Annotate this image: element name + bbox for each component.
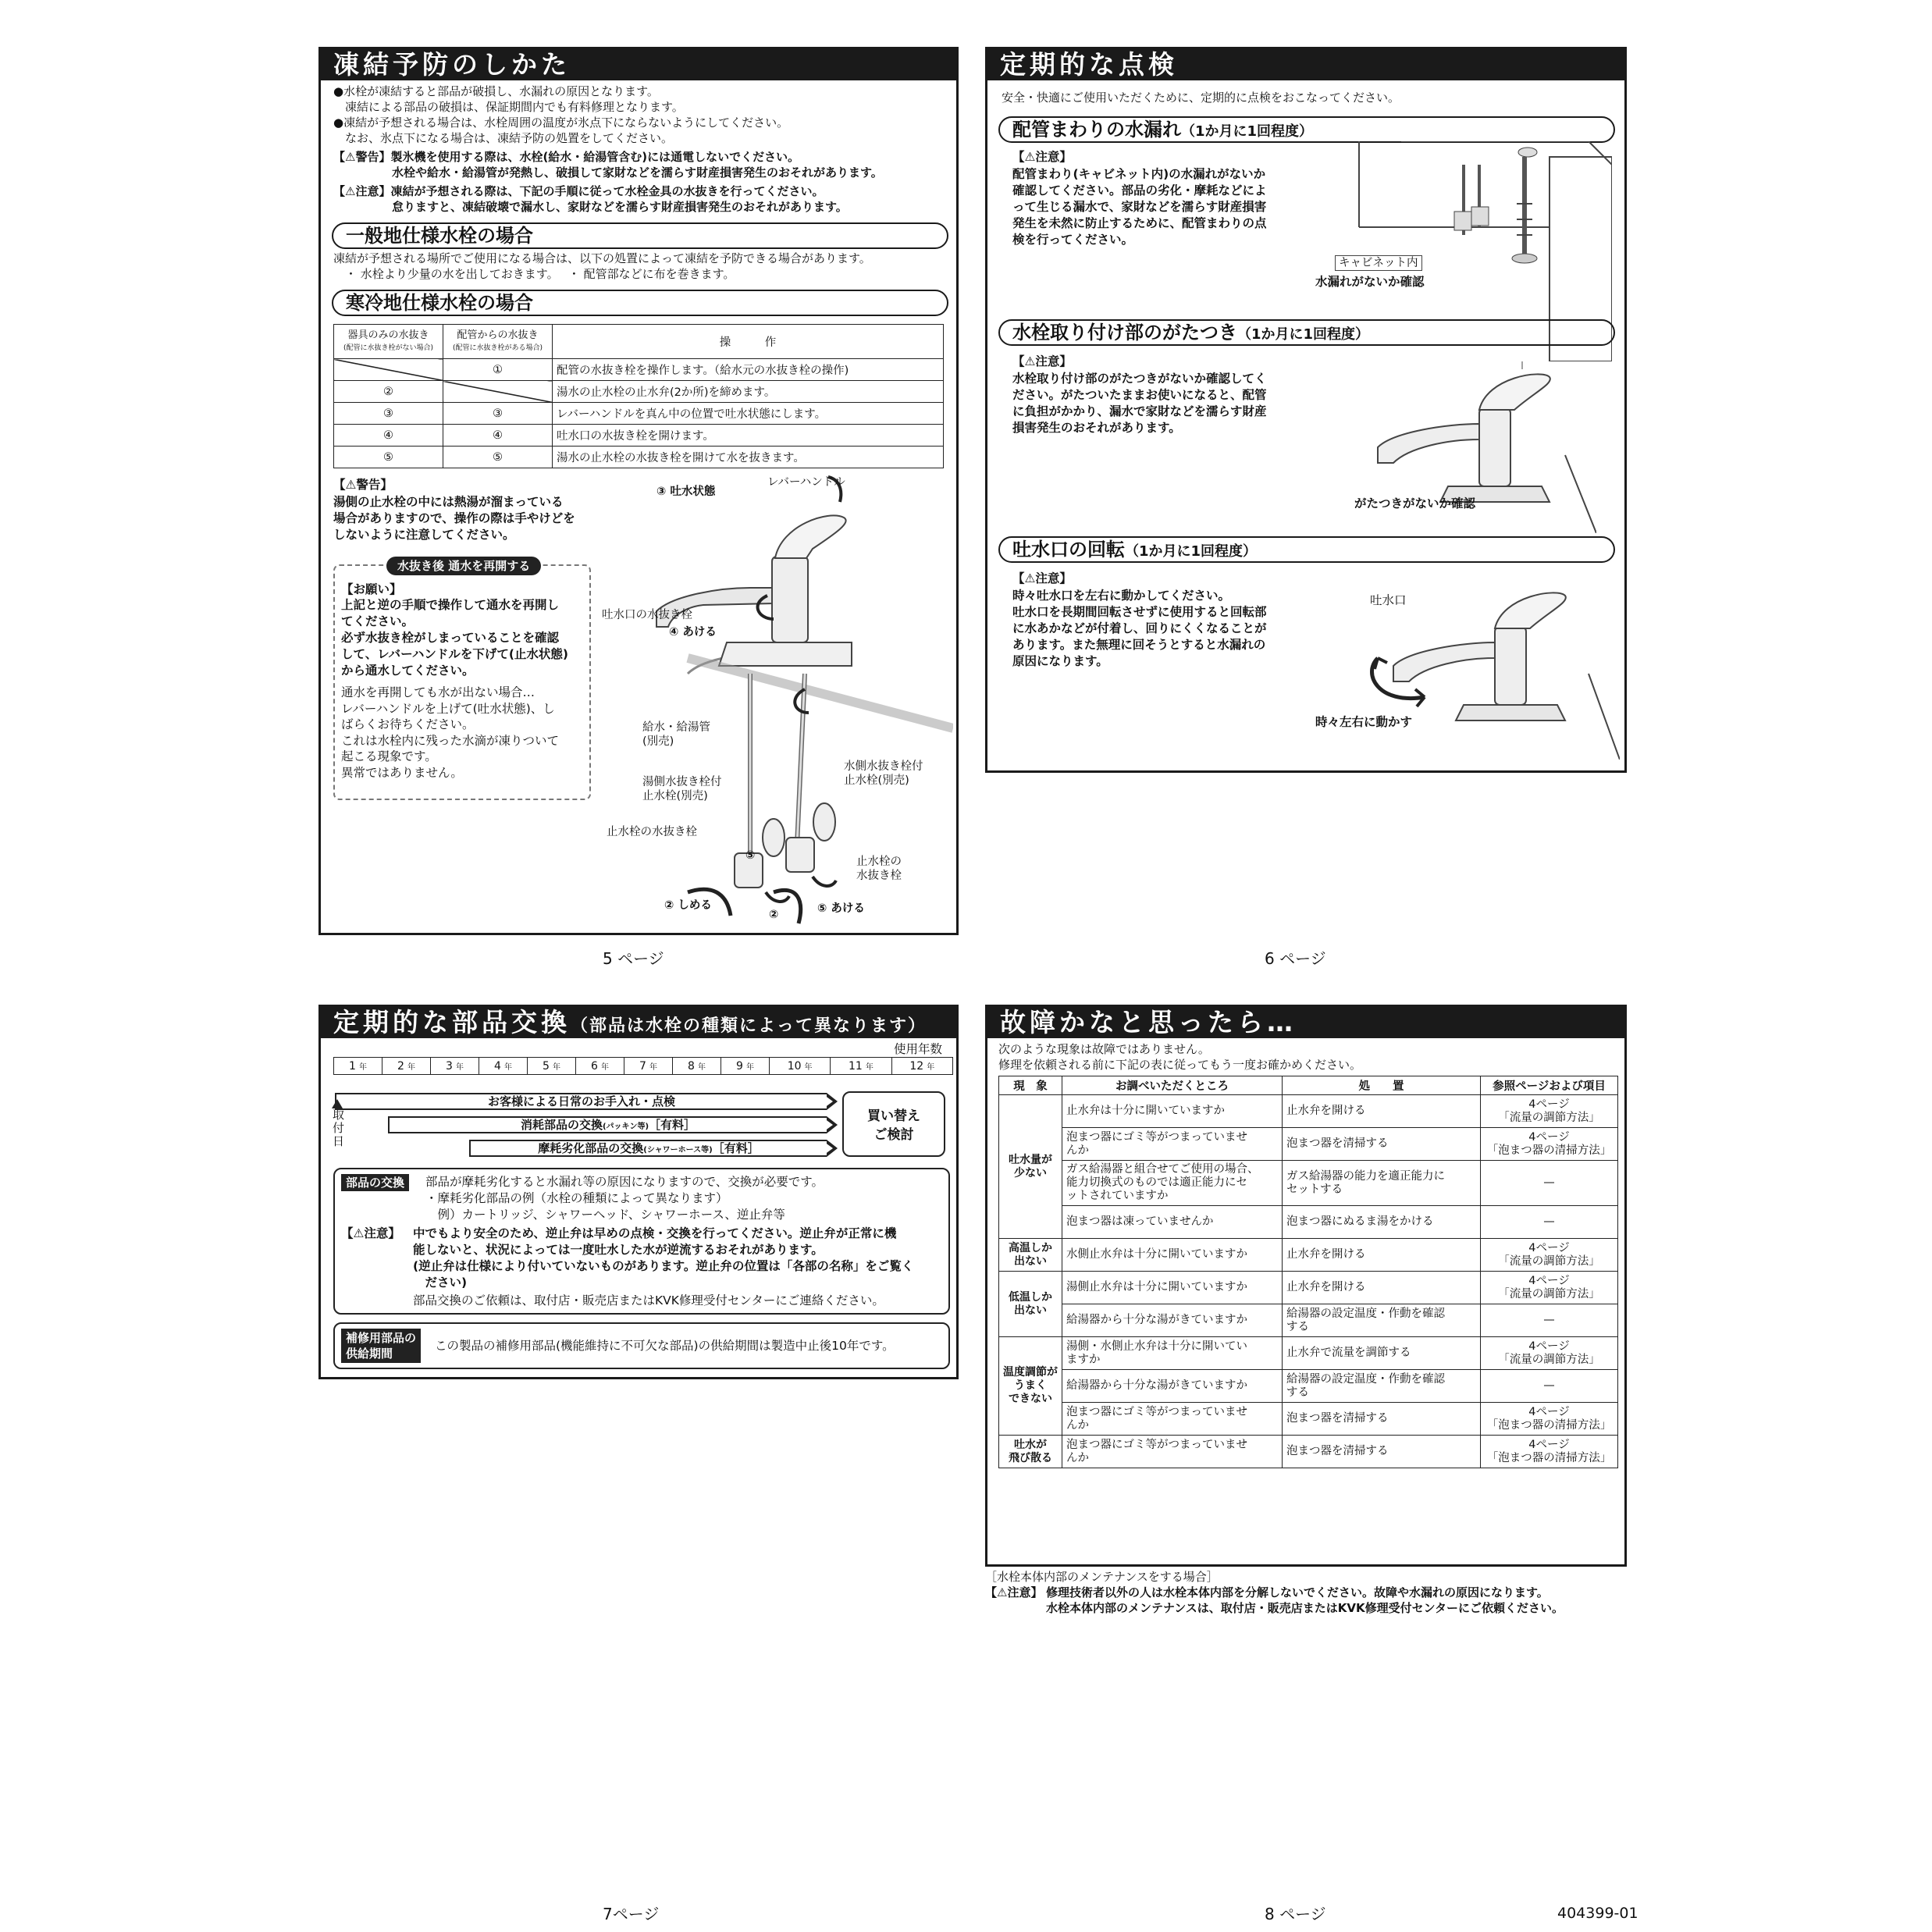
year-cell bbox=[334, 1058, 382, 1075]
table-row bbox=[999, 1304, 1618, 1337]
year-cell bbox=[528, 1058, 576, 1075]
p5-note-text: 通水を再開しても水が出ない場合… レバーハンドルを上げて(吐水状態)、し ばらくお待ちください。 これは水栓内に残った水滴が凍りついて 起こる現象です。 異常ではありません。 bbox=[341, 685, 560, 780]
symptom-cell: 温度調節が うまく できない bbox=[999, 1337, 1062, 1436]
p6-s2-text: 水栓取り付け部のがたつきがないか確認してく ださい。がたついたままお使いになると、配管 に負担がかかり、漏水で家財などを濡らす財産 損害発生のおそれがあります。 bbox=[1012, 372, 1267, 435]
p5-request-head: 【お願い】 bbox=[341, 582, 402, 596]
check-cell: 泡まつ器にゴミ等がつまっていませ んか bbox=[1062, 1128, 1283, 1161]
p7-supply-text: この製品の補修用部品(機能維持に不可欠な部品)の供給期間は製造中止後10年です。 bbox=[435, 1339, 895, 1353]
p7-parts-tag: 部品の交換 bbox=[341, 1174, 409, 1191]
p6-s3-caption: 時々左右に動かす bbox=[1315, 715, 1413, 729]
year-number: 9 bbox=[736, 1059, 743, 1073]
action-cell: 止水弁で流量を調節する bbox=[1283, 1337, 1481, 1370]
p7-buy-box: 買い替え ご検討 bbox=[842, 1091, 945, 1157]
p6-s2-freq: （1か月に1回程度） bbox=[1237, 326, 1370, 343]
year-cell bbox=[770, 1058, 831, 1075]
year-unit: 年 bbox=[358, 1062, 367, 1072]
symptom-cell: 吐水が 飛び散る bbox=[999, 1436, 1062, 1468]
p5-warning-freezer: 【⚠警告】製氷機を使用する際は、水栓(給水・給湯管含む)には通電しないでください。 水栓や給水・給湯管が発熱し、破損して家財などを濡らす財産損害発生のおそれがあります。 bbox=[333, 150, 883, 180]
p5-reopen-pill: 水抜き後 通水を再開する bbox=[386, 557, 541, 575]
p5-th1: 器具のみの水抜き bbox=[347, 329, 429, 341]
table-row bbox=[999, 1095, 1618, 1128]
p8-th-symptom: 現 象 bbox=[999, 1076, 1062, 1095]
page6-title: 定期的な点検 bbox=[987, 49, 1624, 80]
check-cell: 止水弁は十分に開いていますか bbox=[1062, 1095, 1283, 1128]
page6-panel bbox=[985, 47, 1627, 773]
page-number-7: 7ページ bbox=[603, 1905, 660, 1923]
table-row: ② 湯水の止水栓の止水弁(2か所)を締めます。 bbox=[334, 381, 944, 403]
p7-years-label: 使用年数 bbox=[894, 1042, 943, 1056]
label-lever-handle: レバーハンドル bbox=[767, 476, 845, 489]
page-number-5: 5 ページ bbox=[603, 949, 664, 968]
page7-panel bbox=[318, 1005, 959, 1379]
year-cell bbox=[431, 1058, 479, 1075]
reference-cell: — bbox=[1481, 1161, 1618, 1206]
table-row bbox=[999, 1370, 1618, 1403]
p6-s1-text: 配管まわり(キャビネット内)の水漏れがないか 確認してください。部品の劣化・摩耗などによ って生じる漏水で、家財などを濡らす財産損害 発生を未然に防止するために、配管まわりの点 検を行ってください。 bbox=[1012, 167, 1267, 247]
label-stopcock-drain: 止水栓の水抜き栓 bbox=[607, 826, 697, 838]
action-cell: 泡まつ器を清掃する bbox=[1283, 1403, 1481, 1436]
reference-cell: — bbox=[1481, 1304, 1618, 1337]
page8-panel bbox=[985, 1005, 1627, 1567]
p6-s2-title: 水栓取り付け部のがたつき bbox=[1012, 322, 1237, 343]
year-number: 12 bbox=[909, 1059, 924, 1073]
year-number: 1 bbox=[349, 1059, 356, 1073]
table-row bbox=[999, 1403, 1618, 1436]
year-unit: 年 bbox=[407, 1062, 415, 1072]
year-unit: 年 bbox=[865, 1062, 873, 1072]
p7-bar2-sub: (パッキン等) bbox=[602, 1123, 649, 1131]
year-cell bbox=[831, 1058, 891, 1075]
year-number: 2 bbox=[397, 1059, 404, 1073]
reference-cell: 4ページ 「流量の調節方法」 bbox=[1481, 1337, 1618, 1370]
table-row bbox=[999, 1337, 1618, 1370]
p8-intro: 次のような現象は故障ではありません。 修理を依頼される前に下記の表に従ってもう一度お確かめください。 bbox=[998, 1042, 1362, 1072]
p7-title-sub: （部品は水栓の種類によって異なります） bbox=[571, 1016, 927, 1036]
label-spout-drain: 吐水口の水抜き栓 bbox=[602, 609, 692, 621]
symptom-cell: 吐水量が 少ない bbox=[999, 1095, 1062, 1239]
reference-cell: 4ページ 「泡まつ器の清掃方法」 bbox=[1481, 1436, 1618, 1468]
reference-cell: 4ページ 「流量の調節方法」 bbox=[1481, 1239, 1618, 1272]
p7-years-table bbox=[333, 1057, 953, 1075]
action-cell: 止水弁を開ける bbox=[1283, 1095, 1481, 1128]
p5-intro: ●水栓が凍結すると部品が破損し、水漏れの原因となります。 凍結による部品の破損は、保証期間内でも有料修理となります。 ●凍結が予想される場合は、水栓周囲の温度が氷点下にならないようにしてください。 なお、氷点下になる場合は、凍結予防の処置をしてください。 bbox=[333, 84, 789, 145]
p6-s2-caption: がたつきがないか確認 bbox=[1354, 496, 1476, 511]
reference-cell: 4ページ 「流量の調節方法」 bbox=[1481, 1272, 1618, 1304]
check-cell: ガス給湯器と組合せてご使用の場合、 能力切換式のものでは適正能力にセ ットされていますか bbox=[1062, 1161, 1283, 1206]
year-cell bbox=[673, 1058, 721, 1075]
check-cell: 湯側・水側止水弁は十分に開いてい ますか bbox=[1062, 1337, 1283, 1370]
year-cell bbox=[891, 1058, 952, 1075]
year-number: 4 bbox=[494, 1059, 501, 1073]
year-unit: 年 bbox=[649, 1062, 657, 1072]
p7-contact-text: 部品交換のご依頼は、取付店・販売店またはKVK修理受付センターにご連絡ください。 bbox=[413, 1293, 884, 1308]
p7-parts-text: 部品が摩耗劣化すると水漏れ等の原因になりますので、交換が必要です。 ・摩耗劣化部品の例（水栓の種類によって異なります） 例）カートリッジ、シャワーヘッド、シャワーホース、逆止弁等 bbox=[425, 1175, 824, 1222]
table-row: ④ ④ 吐水口の水抜き栓を開けます。 bbox=[334, 425, 944, 447]
table-row bbox=[999, 1128, 1618, 1161]
check-cell: 泡まつ器は凍っていませんか bbox=[1062, 1206, 1283, 1239]
symptom-cell: 低温しか 出ない bbox=[999, 1272, 1062, 1337]
action-cell: 給湯器の設定温度・作動を確認 する bbox=[1283, 1304, 1481, 1337]
p7-bar-daily bbox=[335, 1093, 827, 1110]
check-cell: 給湯器から十分な湯がきていますか bbox=[1062, 1370, 1283, 1403]
p7-bar3-label: 摩耗劣化部品の交換 bbox=[538, 1141, 644, 1155]
p6-s3-text: 時々吐水口を左右に動かしてください。 吐水口を長期間回転させずに使用すると回転部 に水あかなどが付着し、回りにくくなることが あります。また無理に回そうとすると水漏れの 原因になります。 bbox=[1012, 589, 1267, 668]
p6-s1-head: 【⚠注意】 bbox=[1012, 150, 1072, 164]
p5-request-text: 上記と逆の手順で操作して通水を再開し てください。 必ず水抜き栓がしまっていることを確認 して、レバーハンドルを下げて(止水状態) から通水してください。 bbox=[341, 598, 568, 678]
year-number: 6 bbox=[591, 1059, 598, 1073]
p5-warning2-text: 湯側の止水栓の中には熱湯が溜まっている 場合がありますので、操作の際は手やけどを しないように注意してください。 bbox=[333, 495, 575, 542]
p6-section-wobble bbox=[998, 319, 1615, 346]
year-number: 8 bbox=[688, 1059, 695, 1073]
p6-s1-caption: 水漏れがないか確認 bbox=[1315, 275, 1425, 289]
symptom-cell: 高温しか 出ない bbox=[999, 1239, 1062, 1272]
label-cold-stopcock: 水側水抜き栓付 止水栓(別売) bbox=[844, 760, 923, 787]
label-step2: ② bbox=[769, 909, 779, 921]
label-step5: ⑤ bbox=[745, 849, 756, 862]
label-stopcock-drain-2: 止水栓の 水抜き栓 bbox=[856, 856, 902, 882]
p6-intro: 安全・快適にご使用いただくために、定期的に点検をおこなってください。 bbox=[1002, 91, 1400, 105]
p7-bar-wear bbox=[469, 1140, 827, 1157]
p5-th2: 配管からの水抜き bbox=[457, 329, 539, 341]
p6-s1-freq: （1か月に1回程度） bbox=[1181, 123, 1314, 140]
p7-caution-text: 中でもより安全のため、逆止弁は早めの点検・交換を行ってください。逆止弁が正常に機 能しないと、状況によっては一度吐水した水が逆流するおそれがあります。 (逆止弁は仕様により付いていないものがあります。逆止弁の位置は「各部の名称」をご覧く ださい) bbox=[413, 1226, 914, 1290]
p5-th3: 操 作 bbox=[553, 325, 944, 359]
label-open-5: ⑤ あける bbox=[817, 902, 865, 915]
table-row bbox=[999, 1272, 1618, 1304]
label-close-2: ② しめる bbox=[664, 899, 712, 912]
p7-bar1-label: お客様による日常のお手入れ・点検 bbox=[487, 1094, 675, 1108]
p6-s3-freq: （1か月に1回程度） bbox=[1125, 543, 1258, 560]
check-cell: 泡まつ器にゴミ等がつまっていませ んか bbox=[1062, 1403, 1283, 1436]
year-cell bbox=[382, 1058, 431, 1075]
action-cell: 止水弁を開ける bbox=[1283, 1272, 1481, 1304]
action-cell: 泡まつ器を清掃する bbox=[1283, 1128, 1481, 1161]
check-cell: 湯側止水弁は十分に開いていますか bbox=[1062, 1272, 1283, 1304]
p6-section-leak bbox=[998, 116, 1615, 143]
table-row bbox=[999, 1161, 1618, 1206]
label-open-4: ④ あける bbox=[669, 626, 717, 639]
page5-panel bbox=[318, 47, 959, 935]
p6-s1-cabinet: キャビネット内 bbox=[1335, 255, 1422, 271]
year-unit: 年 bbox=[552, 1062, 560, 1072]
year-number: 10 bbox=[787, 1059, 802, 1073]
year-cell bbox=[721, 1058, 770, 1075]
p7-bar3-tag: ［有料］ bbox=[712, 1141, 760, 1155]
p5-caution-drain: 【⚠注意】凍結が予想される際は、下記の手順に従って水栓金具の水抜きを行ってください。 怠りますと、凍結破壊で漏水し、家財などを濡らす財産損害発生のおそれがあります。 bbox=[333, 184, 848, 214]
p5-section-cold: 寒冷地仕様水栓の場合 bbox=[332, 290, 948, 316]
p5-drain-table bbox=[333, 324, 944, 468]
check-cell: 給湯器から十分な湯がきていますか bbox=[1062, 1304, 1283, 1337]
year-number: 11 bbox=[849, 1059, 863, 1073]
check-cell: 泡まつ器にゴミ等がつまっていませ んか bbox=[1062, 1436, 1283, 1468]
p7-caution-head: 【⚠注意】 bbox=[341, 1226, 400, 1240]
p6-s3-label: 吐水口 bbox=[1370, 593, 1407, 607]
action-cell: 給湯器の設定温度・作動を確認 する bbox=[1283, 1370, 1481, 1403]
table-row bbox=[999, 1206, 1618, 1239]
year-number: 7 bbox=[639, 1059, 646, 1073]
p7-supply-tag: 補修用部品の 供給期間 bbox=[341, 1329, 421, 1363]
action-cell: 泡まつ器にぬるま湯をかける bbox=[1283, 1206, 1481, 1239]
p7-install-date: 取 付 日 bbox=[333, 1108, 345, 1148]
label-supply-pipe: 給水・給湯管 (別売) bbox=[642, 721, 710, 748]
p8-maint-title: ［水栓本体内部のメンテナンスをする場合］ bbox=[985, 1570, 1219, 1584]
page7-title bbox=[321, 1007, 956, 1038]
p5-section-standard-text: 凍結が予想される場所でご使用になる場合は、以下の処置によって凍結を予防できる場合があります。 ・ 水栓より少量の水を出しておきます。 ・ 配管部などに布を巻きます。 bbox=[333, 251, 871, 281]
document-code: 404399-01 bbox=[1557, 1905, 1638, 1922]
page5-title: 凍結予防のしかた bbox=[321, 49, 956, 80]
action-cell: ガス給湯器の能力を適正能力に セットする bbox=[1283, 1161, 1481, 1206]
page-number-6: 6 ページ bbox=[1265, 949, 1326, 968]
p8-th-reference: 参照ページおよび項目 bbox=[1481, 1076, 1618, 1095]
p6-s3-title: 吐水口の回転 bbox=[1012, 539, 1125, 560]
table-row: ⑤ ⑤ 湯水の止水栓の水抜き栓を開けて水を抜きます。 bbox=[334, 447, 944, 468]
year-unit: 年 bbox=[455, 1062, 464, 1072]
year-number: 3 bbox=[446, 1059, 453, 1073]
p5-th1-sub: (配管に水抜き栓がない場合) bbox=[343, 343, 434, 352]
action-cell: 止水弁を開ける bbox=[1283, 1239, 1481, 1272]
reference-cell: 4ページ 「流量の調節方法」 bbox=[1481, 1095, 1618, 1128]
year-cell bbox=[479, 1058, 528, 1075]
p8-th-check: お調べいただくところ bbox=[1062, 1076, 1283, 1095]
reference-cell: 4ページ 「泡まつ器の清掃方法」 bbox=[1481, 1128, 1618, 1161]
p8-maint-head: 【⚠注意】 bbox=[985, 1585, 1043, 1599]
p6-s3-head: 【⚠注意】 bbox=[1012, 571, 1072, 585]
p6-section-rotate bbox=[998, 536, 1615, 563]
reference-cell: — bbox=[1481, 1370, 1618, 1403]
table-row bbox=[999, 1239, 1618, 1272]
label-discharge-state: ③ 吐水状態 bbox=[656, 486, 716, 498]
year-unit: 年 bbox=[927, 1062, 935, 1072]
p8-troubleshooting-table bbox=[998, 1076, 1618, 1468]
year-cell bbox=[576, 1058, 624, 1075]
p5-section-standard: 一般地仕様水栓の場合 bbox=[332, 222, 948, 249]
year-unit: 年 bbox=[503, 1062, 512, 1072]
p7-bar2-tag: ［有料］ bbox=[649, 1118, 696, 1132]
year-number: 5 bbox=[543, 1059, 550, 1073]
page8-title: 故障かなと思ったら… bbox=[987, 1007, 1624, 1038]
p7-bar2-label: 消耗部品の交換 bbox=[520, 1118, 603, 1132]
year-unit: 年 bbox=[745, 1062, 754, 1072]
p6-s2-head: 【⚠注意】 bbox=[1012, 354, 1072, 368]
p6-s1-title: 配管まわりの水漏れ bbox=[1012, 119, 1181, 141]
year-cell bbox=[624, 1058, 673, 1075]
page-number-8: 8 ページ bbox=[1265, 1905, 1326, 1923]
table-row: ③ ③ レバーハンドルを真ん中の位置で吐水状態にします。 bbox=[334, 403, 944, 425]
p7-title-main: 定期的な部品交換 bbox=[333, 1007, 571, 1037]
p8-maint-text: 修理技術者以外の人は水栓本体内部を分解しないでください。故障や水漏れの原因になります。 水栓本体内部のメンテナンスは、取付店・販売店またはKVK修理受付センターにご依頼ください。 bbox=[1046, 1585, 1564, 1615]
p7-bar3-sub: (シャワーホース等) bbox=[643, 1146, 713, 1155]
year-unit: 年 bbox=[600, 1062, 609, 1072]
table-row bbox=[999, 1436, 1618, 1468]
year-unit: 年 bbox=[804, 1062, 813, 1072]
check-cell: 水側止水弁は十分に開いていますか bbox=[1062, 1239, 1283, 1272]
reference-cell: 4ページ 「泡まつ器の清掃方法」 bbox=[1481, 1403, 1618, 1436]
year-unit: 年 bbox=[697, 1062, 706, 1072]
action-cell: 泡まつ器を清掃する bbox=[1283, 1436, 1481, 1468]
p5-th2-sub: (配管に水抜き栓がある場合) bbox=[452, 343, 543, 352]
p5-warning2-head: 【⚠警告】 bbox=[333, 478, 393, 492]
reference-cell: — bbox=[1481, 1206, 1618, 1239]
label-hot-stopcock: 湯側水抜き栓付 止水栓(別売) bbox=[642, 776, 722, 802]
p7-bar-consumable bbox=[388, 1116, 827, 1133]
p8-th-action: 処 置 bbox=[1283, 1076, 1481, 1095]
table-row: ① 配管の水抜き栓を操作します。（給水元の水抜き栓の操作) bbox=[334, 359, 944, 381]
